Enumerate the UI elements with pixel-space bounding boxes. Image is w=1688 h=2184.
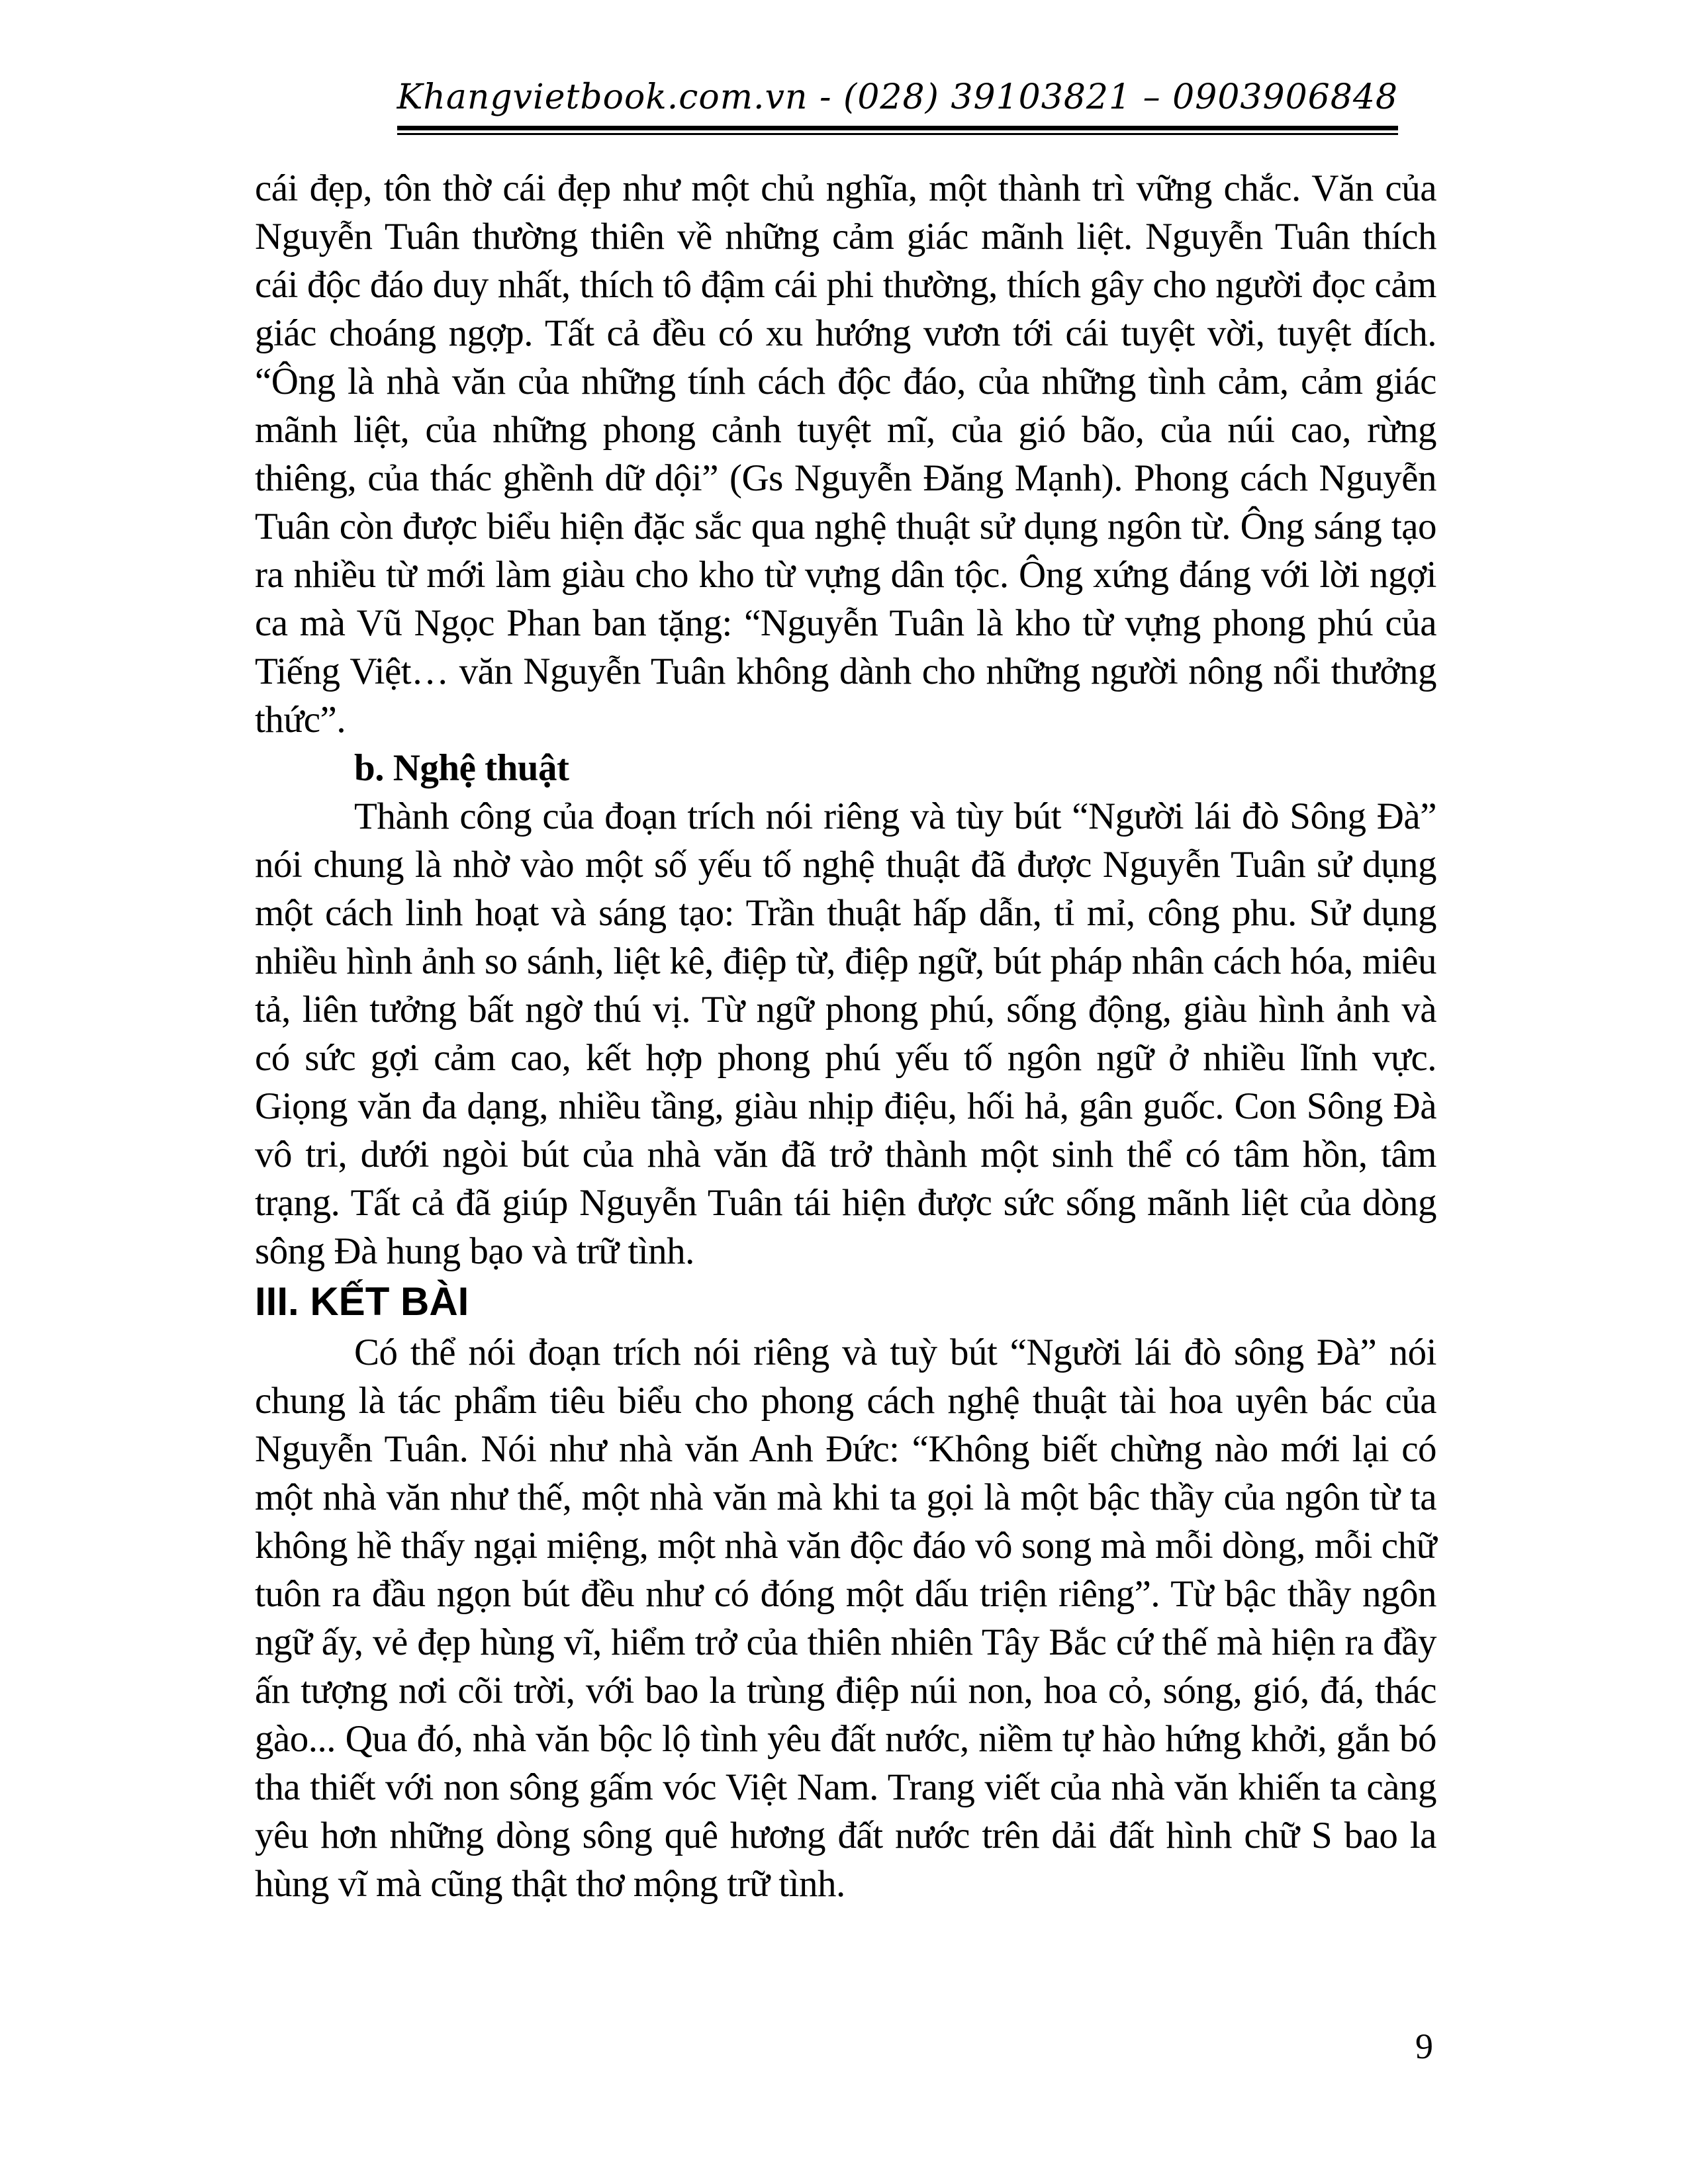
page-number: 9 — [1415, 2026, 1433, 2066]
paragraph-nguyen-tuan-style: cái đẹp, tôn thờ cái đẹp như một chủ nghĩa, một thành trì vững chắc. Văn của Nguyễn Tuân thường thiên về những cảm giác mãnh liệt. Nguyễn Tuân thích cái độc đáo duy nhất, thích tô đậm cái phi thường, thích gây cho người đọc cảm giác choáng ngợp. Tất cả đều có xu hướng vươn tới cái tuyệt vời, tuyệt đích. “Ông là nhà văn của những tính cách độc đáo, của những tình cảm, cảm giác mãnh liệt, của những phong cảnh tuyệt mĩ, của gió bão, của núi cao, rừng thiêng, của thác ghềnh dữ dội” (Gs Nguyễn Đăng Mạnh). Phong cách Nguyễn Tuân còn được biểu hiện đặc sắc qua nghệ thuật sử dụng ngôn từ. Ông sáng tạo ra nhiều từ mới làm giàu cho kho từ vựng dân tộc. Ông xứng đáng với lời ngợi ca mà Vũ Ngọc Phan ban tặng: “Nguyễn Tuân là kho từ vựng phong phú của Tiếng Việt… văn Nguyễn Tuân không dành cho những người nông nổi thưởng thức”. — [255, 167, 1436, 741]
page-header — [397, 74, 1398, 135]
header-website-phone: Khangvietbook.com.vn - (028) 39103821 – 0903906848 — [397, 77, 1398, 117]
header-rule-thick — [397, 126, 1398, 130]
subheading-nghe-thuat: b. Nghệ thuật — [354, 747, 569, 789]
paragraph-art-techniques: Thành công của đoạn trích nói riêng và tùy bút “Người lái đò Sông Đà” nói chung là nhờ vào một số yếu tố nghệ thuật đã được Nguyễn Tuân sử dụng một cách linh hoạt và sáng tạo: Trần thuật hấp dẫn, tỉ mỉ, công phu. Sử dụng nhiều hình ảnh so sánh, liệt kê, điệp từ, điệp ngữ, bút pháp nhân cách hóa, miêu tả, liên tưởng bất ngờ thú vị. Từ ngữ phong phú, sống động, giàu hình ảnh và có sức gợi cảm cao, kết hợp phong phú yếu tố ngôn ngữ ở nhiều lĩnh vực. Giọng văn đa dạng, nhiều tầng, giàu nhịp điệu, hối hả, gân guốc. Con Sông Đà vô tri, dưới ngòi bút của nhà văn đã trở thành một sinh thể có tâm hồn, tâm trạng. Tất cả đã giúp Nguyễn Tuân tái hiện được sức sống mãnh liệt của dòng sông Đà hung bạo và trữ tình. — [255, 796, 1436, 1272]
header-rule-thin — [397, 133, 1398, 135]
document-body — [255, 164, 1436, 1908]
paragraph-conclusion: Có thể nói đoạn trích nói riêng và tuỳ bút “Người lái đò sông Đà” nói chung là tác phẩm tiêu biểu cho phong cách nghệ thuật tài hoa uyên bác của Nguyễn Tuân. Nói như nhà văn Anh Đức: “Không biết chừng nào mới lại có một nhà văn như thế, một nhà văn mà khi ta gọi là một bậc thầy của ngôn từ ta không hề thấy ngại miệng, một nhà văn độc đáo vô song mà mỗi dòng, mỗi chữ tuôn ra đầu ngọn bút đều như có đóng một dấu triện riêng”. Từ bậc thầy ngôn ngữ ấy, vẻ đẹp hùng vĩ, hiểm trở của thiên nhiên Tây Bắc cứ thế mà hiện ra đầy ấn tượng nơi cõi trời, với bao la trùng điệp núi non, hoa cỏ, sóng, gió, đá, thác gào... Qua đó, nhà văn bộc lộ tình yêu đất nước, niềm tự hào hứng khởi, gắn bó tha thiết với non sông gấm vóc Việt Nam. Trang viết của nhà văn khiến ta càng yêu hơn những dòng sông quê hương đất nước trên dải đất hình chữ S bao la hùng vĩ mà cũng thật thơ mộng trữ tình. — [255, 1332, 1436, 1905]
section-heading-ket-bai: III. KẾT BÀI — [255, 1279, 469, 1324]
page-footer — [1415, 2026, 1433, 2066]
header-rule-group — [397, 74, 1398, 135]
